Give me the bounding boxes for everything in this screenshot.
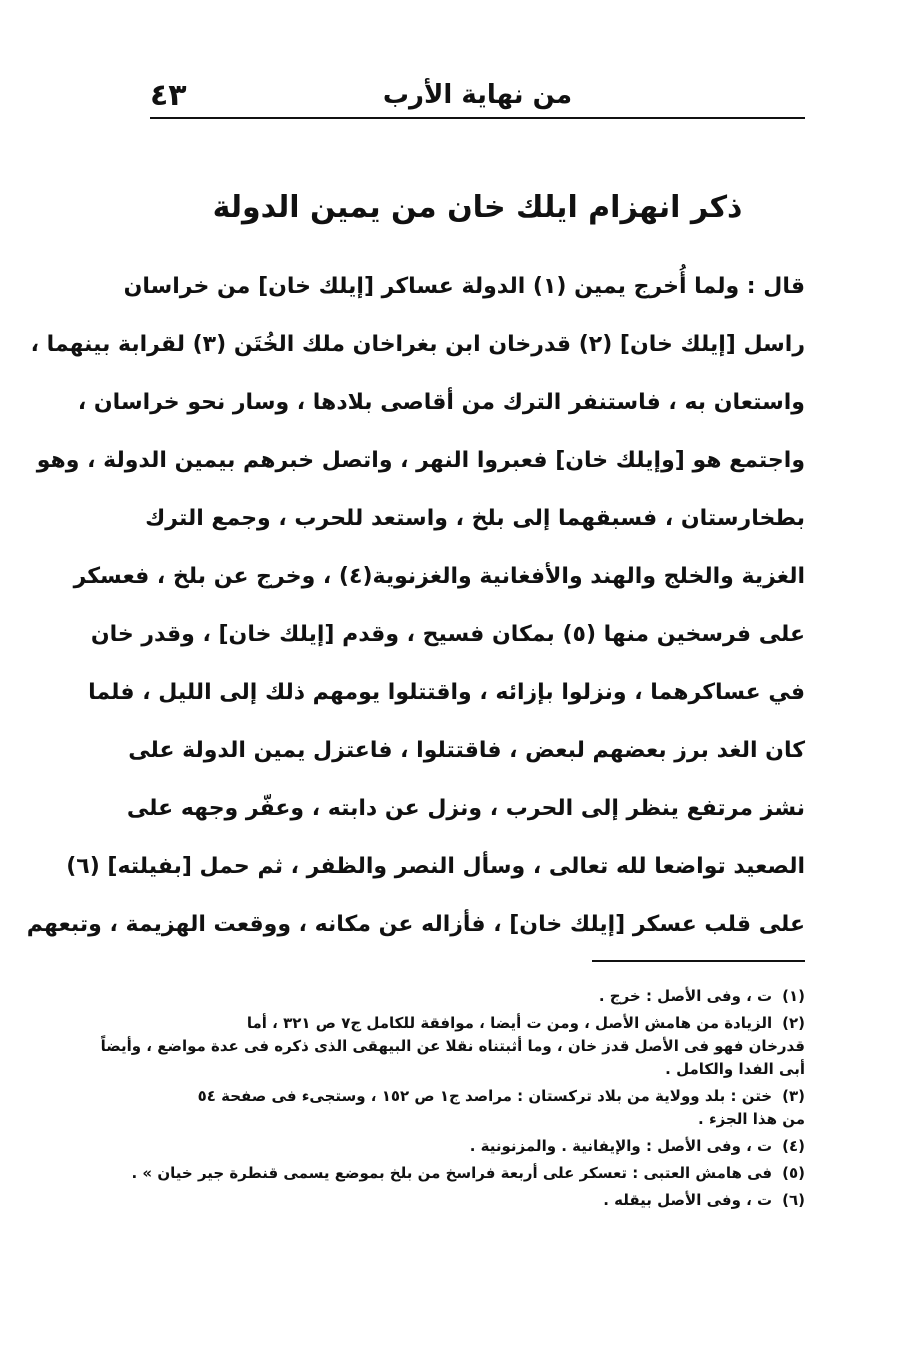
footnote-3 — [150, 1085, 805, 1131]
footnote-text: من هذا الجزء . — [698, 1110, 805, 1128]
footnote-number: (٦) — [782, 1191, 805, 1209]
running-title: من نهاية الأرب — [382, 80, 573, 110]
footnote-number: (٤) — [782, 1137, 805, 1155]
footnote-text: الزيادة من هامش الأصل ، ومن ت أيضا ، موافقة للكامل ج٧ ص ٣٢١ ، أما — [246, 1014, 773, 1032]
body-text — [26, 258, 805, 954]
footnote-4 — [150, 1135, 805, 1158]
footnote-text: أبى الفدا والكامل . — [665, 1060, 805, 1078]
body-line: قال : ولما أُخرج يمين (١) الدولة عساكر [إيلك خان] من خراسان — [123, 274, 805, 299]
body-line: نشز مرتفع ينظر إلى الحرب ، ونزل عن دابته ، وعفّر وجهه على — [126, 796, 805, 821]
footnote-number: (٢) — [782, 1014, 805, 1032]
footnote-text: ت ، وفى الأصل : والإيفانية . والمزنونية . — [469, 1137, 773, 1155]
header-rule — [150, 117, 805, 119]
body-line: على قلب عسكر [إيلك خان] ، فأزاله عن مكانه ، ووقعت الهزيمة ، وتبعهم — [26, 912, 805, 937]
footnote-number: (٥) — [782, 1164, 805, 1182]
body-line: على فرسخين منها (٥) بمكان فسيح ، وقدم [إيلك خان] ، وقدر خان — [90, 622, 805, 647]
body-line: الغزية والخلج والهند والأفغانية والغزنوية(٤) ، وخرج عن بلخ ، فعسكر — [73, 564, 805, 589]
body-line: راسل [إيلك خان] (٢) قدرخان ابن بغراخان ملك الخُتَن (٣) لقرابة بينهما ، — [30, 332, 805, 357]
page-number: ٤٣ — [150, 78, 187, 113]
footnote-number: (١) — [782, 987, 805, 1005]
body-line: واستعان به ، فاستنفر الترك من أقاصى بلادها ، وسار نحو خراسان ، — [77, 390, 805, 415]
body-line: كان الغد برز بعضهم لبعض ، فاقتتلوا ، فاعتزل يمين الدولة على — [128, 738, 805, 763]
footnote-2 — [100, 1012, 805, 1081]
footnote-1 — [150, 985, 805, 1008]
body-line: في عساكرهما ، ونزلوا بإزائه ، واقتتلوا يومهم ذلك إلى الليل ، فلما — [88, 680, 805, 705]
footnote-text: فى هامش العتبى : تعسكر على أربعة فراسخ من بلخ بموضع يسمى قنطرة جير خيان » . — [131, 1164, 773, 1182]
chapter-title: ذكر انهزام ايلك خان من يمين الدولة — [212, 190, 743, 225]
footnote-rule — [592, 960, 805, 962]
footnote-6 — [150, 1189, 805, 1212]
footnote-text: ختن : بلد وولاية من بلاد تركستان : مراصد ج١ ص ١٥٢ ، وستجىء فى صفحة ٥٤ — [197, 1087, 773, 1105]
body-line: بطخارستان ، فسبقهما إلى بلخ ، واستعد للحرب ، وجمع الترك — [145, 506, 805, 531]
body-line: الصعيد تواضعا لله تعالى ، وسأل النصر والظفر ، ثم حمل [بفيلته] (٦) — [66, 854, 805, 879]
footnote-text: ت ، وفى الأصل : خرج . — [598, 987, 773, 1005]
body-line: واجتمع هو [وإيلك خان] فعبروا النهر ، واتصل خبرهم بيمين الدولة ، وهو — [36, 448, 805, 473]
footnote-text: قدرخان فهو فى الأصل قدز خان ، وما أثبتناه نقلا عن البيهقى الذى ذكره فى عدة مواضع ، وأيضاً — [100, 1037, 805, 1055]
footnote-number: (٣) — [782, 1087, 805, 1105]
footnotes — [100, 985, 805, 1216]
footnote-text: ت ، وفى الأصل بيقله . — [603, 1191, 773, 1209]
page-header — [150, 68, 805, 116]
footnote-5 — [131, 1162, 805, 1185]
